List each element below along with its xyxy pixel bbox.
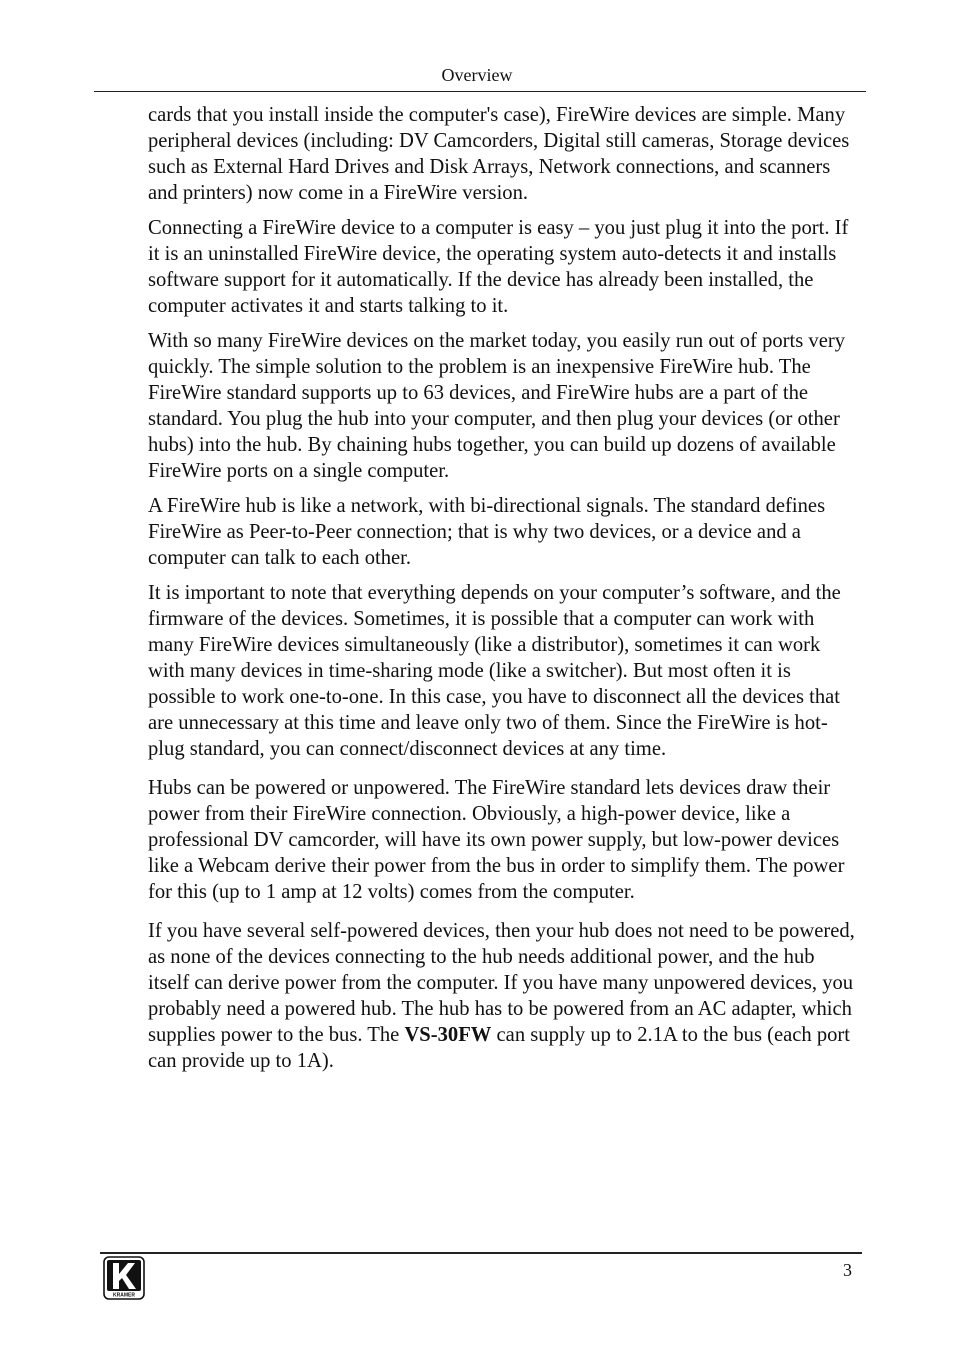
product-name: VS-30FW: [404, 1024, 492, 1046]
paragraph-software-note: It is important to note that everything depends on your computer’s software, and the firmware of the devices. Sometimes, it is possible that a computer can work with many FireWire devices simultaneously (like a distributor), sometimes it can work with many devices in time-sharing mode (like a switcher). But most often it is possible to work one-to-one. In this case, you have to disconnect all the devices that are unnecessary at this time and leave only two of them. Since the FireWire is hot-plug standard, you can connect/disconnect devices at any time.: [148, 582, 841, 760]
paragraph-hubs-ports: With so many FireWire devices on the market today, you easily run out of ports very quickly. The simple solution to the problem is an inexpensive FireWire hub. The FireWire standard supports up to 63 devices, and FireWire hubs are a part of the standard. You plug the hub into your computer, and then plug your devices (or other hubs) into the hub. By chaining hubs together, you can build up dozens of available FireWire ports on a single computer.: [148, 330, 846, 482]
logo-wordmark: KRAMER: [113, 1292, 135, 1299]
paragraph-powered-hubs: Hubs can be powered or unpowered. The FireWire standard lets devices draw their power from their FireWire connection. Obviously, a high-power device, like a professional DV camcorder, will have its own power supply, but low-power devices like a Webcam derive their power from the bus in order to simplify them. The power for this (up to 1 amp at 12 volts) comes from the computer.: [148, 777, 845, 903]
paragraph-self-powered-text: If you have several self-powered devices, then your hub does not need to be powered, as none of the devices connecting to the hub needs additional power, and the hub itself can derive power from the computer. If you have many unpowered devices, you probably need a powered hub. The hub has to be powered from an AC adapter, which supplies power to the bus. The: [148, 920, 855, 1046]
footer-divider: [100, 1252, 862, 1254]
kramer-logo-icon: [103, 1256, 145, 1300]
body-text: [148, 102, 860, 1083]
paragraph-connecting: Connecting a FireWire device to a computer is easy – you just plug it into the port. If it is an uninstalled FireWire device, the operating system auto-detects it and installs software support for it automatically. If the device has already been installed, the computer activates it and starts talking to it.: [148, 217, 849, 317]
paragraph-self-powered: [148, 918, 860, 1074]
header-divider: [94, 91, 866, 92]
page-number: 3: [843, 1260, 852, 1280]
paragraph-peer-to-peer: A FireWire hub is like a network, with bi-directional signals. The standard defines FireWire as Peer-to-Peer connection; that is why two devices, or a device and a computer can talk to each other.: [148, 495, 826, 569]
paragraph-continuation: cards that you install inside the computer's case), FireWire devices are simple. Many peripheral devices (including: DV Camcorders, Digital still cameras, Storage devices such as External Hard Drives and Disk Arrays, Network connections, and scanners and printers) now come in a FireWire version.: [148, 104, 850, 204]
running-header: Overview: [441, 65, 513, 85]
paragraph-self-powered-tail: can supply up to 2.1A to the bus (each port can provide up to 1A).: [148, 1024, 851, 1072]
